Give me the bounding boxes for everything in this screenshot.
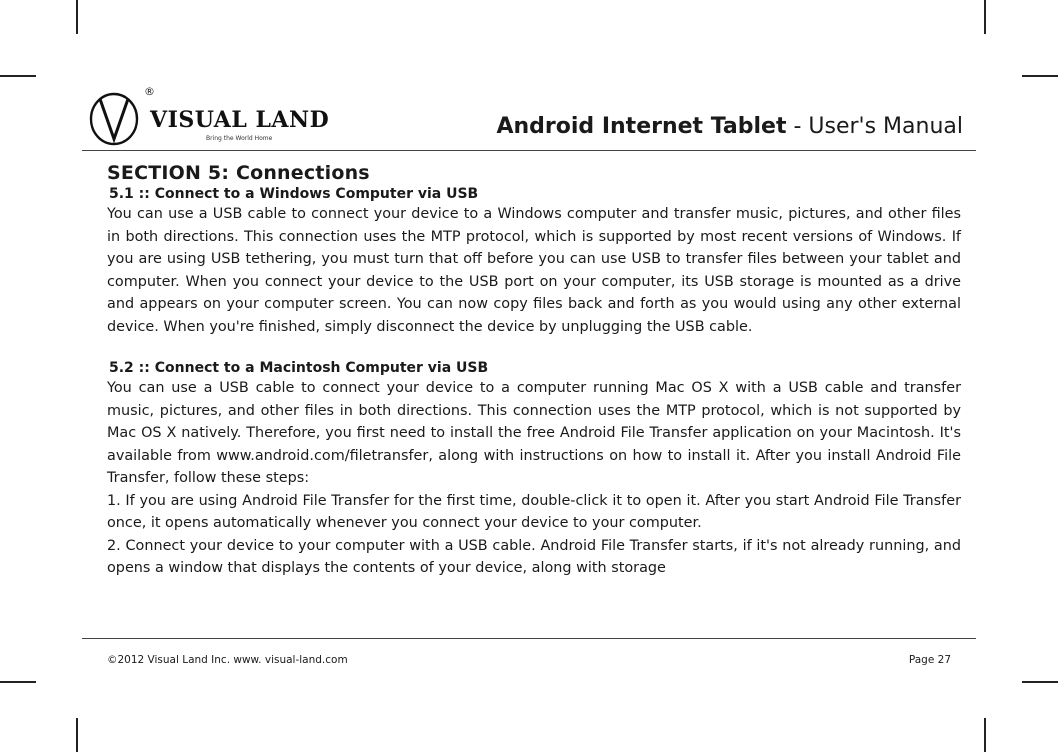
step-1: 1. If you are using Android File Transfer for the first time, double-click it to open it. After you start Android File Transfer once, it opens automatically whenever you connect your device to your computer. [107,492,961,531]
paragraph-spacer [107,338,961,360]
crop-mark-top-right [984,0,986,34]
crop-mark-bottom-right [984,718,986,752]
crop-mark-left-upper [0,75,36,77]
crop-mark-right-lower [1022,681,1058,683]
subsection-title: 5.1 :: Connect to a Windows Computer via USB [109,186,479,202]
logo-tagline: Bring the World Home [206,135,273,142]
section-title: SECTION 5: Connections [107,162,370,184]
footer-page-number: Page 27 [908,654,951,666]
crop-mark-right-upper [1022,75,1058,77]
document-title [496,114,963,139]
document-title-suffix: - User's Manual [786,114,963,139]
footer-copyright: ©2012 Visual Land Inc. www. visual-land.com [107,654,348,666]
subsection-title: 5.2 :: Connect to a Macintosh Computer via USB [109,360,489,376]
document-title-product: Android Internet Tablet [496,114,787,139]
logo-v-emblem-icon [88,85,148,147]
paragraph: You can use a USB cable to connect your device to a Windows computer and transfer music, pictures, and other files in both directions. This connection uses the MTP protocol, which is supported by most recent versions of Windows. If you are using USB tethering, you must turn that off before you can use USB to transfer files between your tablet and computer. When you connect your device to the USB port on your computer, its USB storage is mounted as a drive and appears on your computer screen. You can now copy files back and forth as you would using any other external device. When you're finished, simply disconnect the device by unplugging the USB cable. [107,206,961,335]
header-divider [82,150,976,151]
logo-registered-mark: ® [144,85,155,98]
brand-logo [88,85,348,155]
step-2: 2. Connect your device to your computer with a USB cable. Android File Transfer starts, if it's not already running, and opens a window that displays the contents of your device, along with storage [107,537,961,576]
page-content [107,162,961,580]
paragraph: You can use a USB cable to connect your device to a computer running Mac OS X with a USB cable and transfer music, pictures, and other files in both directions. This connection uses the MTP protocol, which is not supported by Mac OS X natively. Therefore, you first need to install the free Android File Transfer application on your Macintosh. It's available from www.android.com/filetransfer, along with instructions on how to install it. After you install Android File Transfer, follow these steps: [107,380,961,486]
crop-mark-bottom-left [76,718,78,752]
crop-mark-left-lower [0,681,36,683]
footer-divider [82,638,976,639]
logo-brand-name: VISUAL LAND [150,107,330,133]
crop-mark-top-left [76,0,78,34]
